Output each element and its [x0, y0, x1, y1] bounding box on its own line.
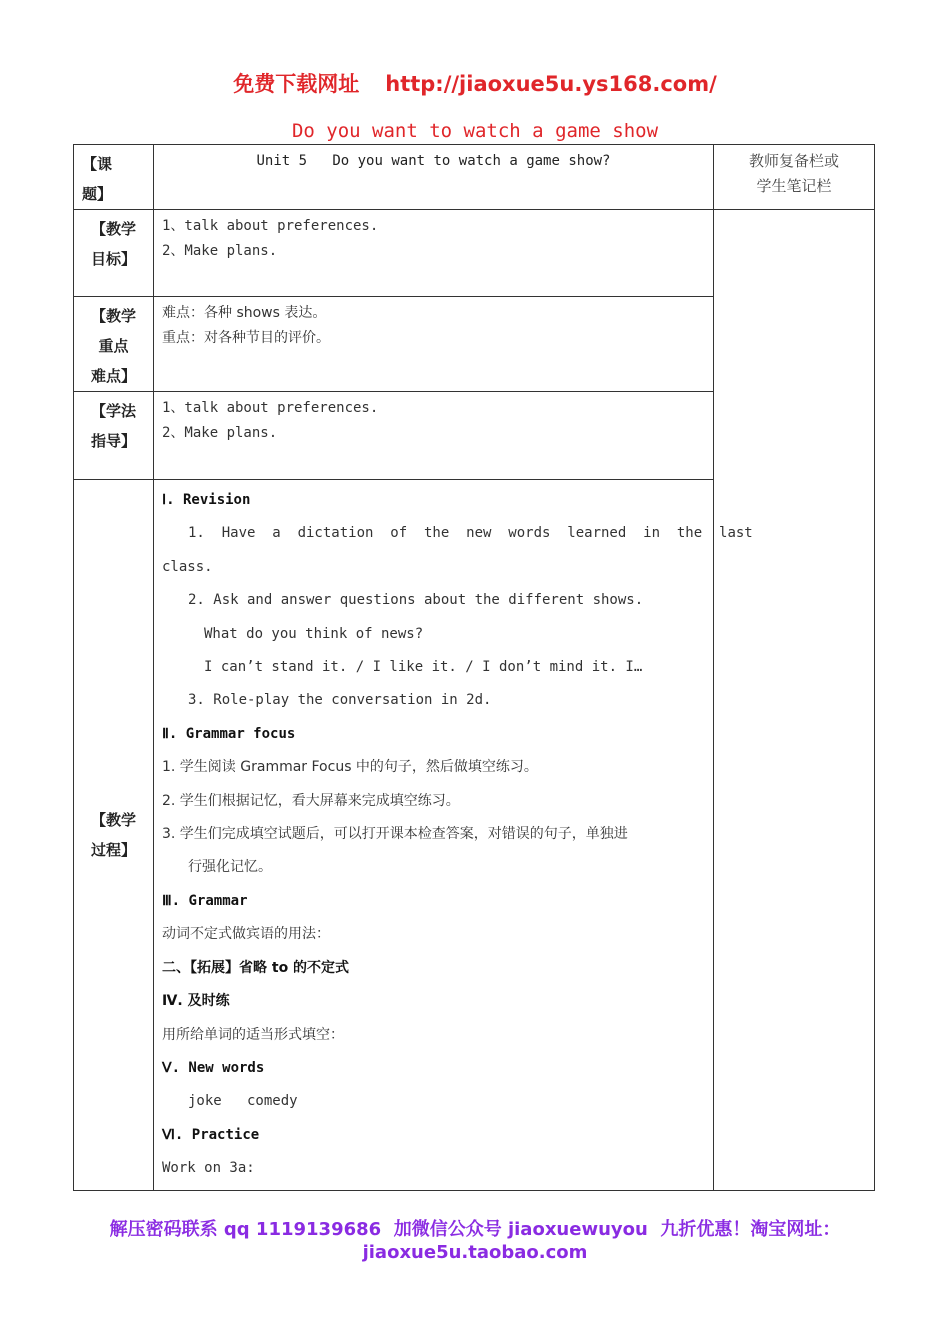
grammar-focus-step-3: 3. 学生们完成填空试题后，可以打开课本检查答案，对错误的句子，单独进: [162, 826, 628, 843]
revision-step-2: 2. Ask and answer questions about the different shows.: [188, 592, 644, 609]
revision-step-3: 3. Role-play the conversation in 2d.: [188, 692, 492, 709]
footer-line: 解压密码联系 qq 1119139686 加微信公众号 jiaoxuewuyou 九折优惠！淘宝网址：: [109, 1219, 841, 1240]
key-point-item: 难点：各种 shows 表达。: [162, 305, 327, 321]
document-title: Do you want to watch a game show: [291, 120, 659, 142]
notes-header-line: 学生笔记栏: [756, 177, 832, 195]
method-list: [154, 392, 713, 450]
key-point-item: 重点：对各种节目的评价。: [162, 330, 330, 346]
method-item: 2、Make plans.: [162, 425, 278, 441]
goal-item: 1、talk about preferences.: [162, 218, 379, 234]
process-label-line: 【教学: [90, 810, 136, 829]
grammar-focus-step-1: 1. 学生阅读 Grammar Focus 中的句子，然后做填空练习。: [162, 759, 538, 776]
grammar-focus-step-2: 2. 学生们根据记忆，看大屏幕来完成填空练习。: [162, 792, 460, 809]
topic-label: [74, 145, 153, 209]
goals-cell: [154, 210, 714, 297]
key-points-cell: [154, 297, 714, 392]
key-label-cell: [74, 297, 154, 392]
notes-header: [714, 145, 874, 199]
section-grammar-heading: Ⅲ. Grammar: [162, 892, 248, 909]
process-cell: [154, 480, 753, 1191]
section-revision-heading: Ⅰ. Revision: [162, 492, 251, 508]
new-words-list: joke comedy: [188, 1093, 298, 1110]
lesson-plan-table: [73, 144, 875, 1191]
footer-contact: [0, 1218, 950, 1264]
goals-row: [74, 210, 875, 297]
grammar-extension-note: 二、【拓展】省略 to 的不定式: [162, 959, 350, 976]
download-banner: [0, 68, 950, 98]
topic-label-line: 【课: [82, 155, 113, 173]
method-label-line: 【学法: [90, 402, 136, 420]
revision-step-1-cont: class.: [162, 558, 213, 575]
notes-header-cell: [714, 145, 875, 210]
key-label: [74, 297, 153, 391]
revision-question: What do you think of news?: [204, 625, 424, 642]
method-item: 1、talk about preferences.: [162, 400, 379, 416]
grammar-focus-step-3-cont: 行强化记忆。: [188, 859, 272, 876]
process-label-cell: [74, 480, 154, 1191]
practice-instruction: Work on 3a:: [162, 1160, 255, 1177]
goals-label-cell: [74, 210, 154, 297]
process-label: [74, 805, 153, 865]
goals-label: [74, 210, 153, 274]
topic-label-cell: [74, 145, 154, 210]
key-points-list: [154, 297, 713, 355]
fill-blank-instruction: 用所给单词的适当形式填空：: [162, 1026, 344, 1043]
method-label: [74, 392, 153, 456]
section-grammar-focus-heading: Ⅱ. Grammar focus: [162, 725, 296, 742]
revision-answers: I can’t stand it. / I like it. / I don’t mind it. I…: [204, 659, 643, 676]
banner-url-link[interactable]: http://jiaoxue5u.ys168.com/: [385, 72, 717, 96]
key-label-line: 难点】: [90, 367, 136, 385]
key-label-line: 【教学: [90, 307, 136, 325]
notes-column-cell[interactable]: [714, 210, 875, 1191]
goal-item: 2、Make plans.: [162, 243, 278, 259]
topic-label-line: 题】: [82, 185, 113, 203]
goals-label-line: 【教学: [90, 220, 136, 238]
section-new-words-heading: Ⅴ. New words: [162, 1059, 265, 1076]
method-cell: [154, 392, 714, 480]
process-content: [154, 480, 753, 1190]
method-label-cell: [74, 392, 154, 480]
notes-header-line: 教师复备栏或: [748, 152, 839, 170]
revision-step-1: 1. Have a dictation of the new words learned in the last: [188, 525, 753, 542]
process-label-line: 过程】: [90, 840, 136, 859]
goals-list: [154, 210, 713, 268]
section-practice-now-heading: Ⅳ. 及时练: [162, 993, 230, 1010]
key-label-line: 重点: [98, 337, 129, 355]
section-practice-heading: Ⅵ. Practice: [162, 1126, 260, 1143]
grammar-infinitive-note: 动词不定式做宾语的用法：: [162, 926, 330, 943]
topic-row: [74, 145, 875, 210]
lesson-topic: Unit 5 Do you want to watch a game show?: [256, 153, 611, 169]
footer-taobao-link[interactable]: jiaoxue5u.taobao.com: [362, 1242, 588, 1263]
method-label-line: 指导】: [90, 432, 136, 450]
topic-cell: [154, 145, 714, 210]
banner-label: 免费下载网址: [233, 72, 360, 96]
goals-label-line: 目标】: [90, 250, 136, 268]
